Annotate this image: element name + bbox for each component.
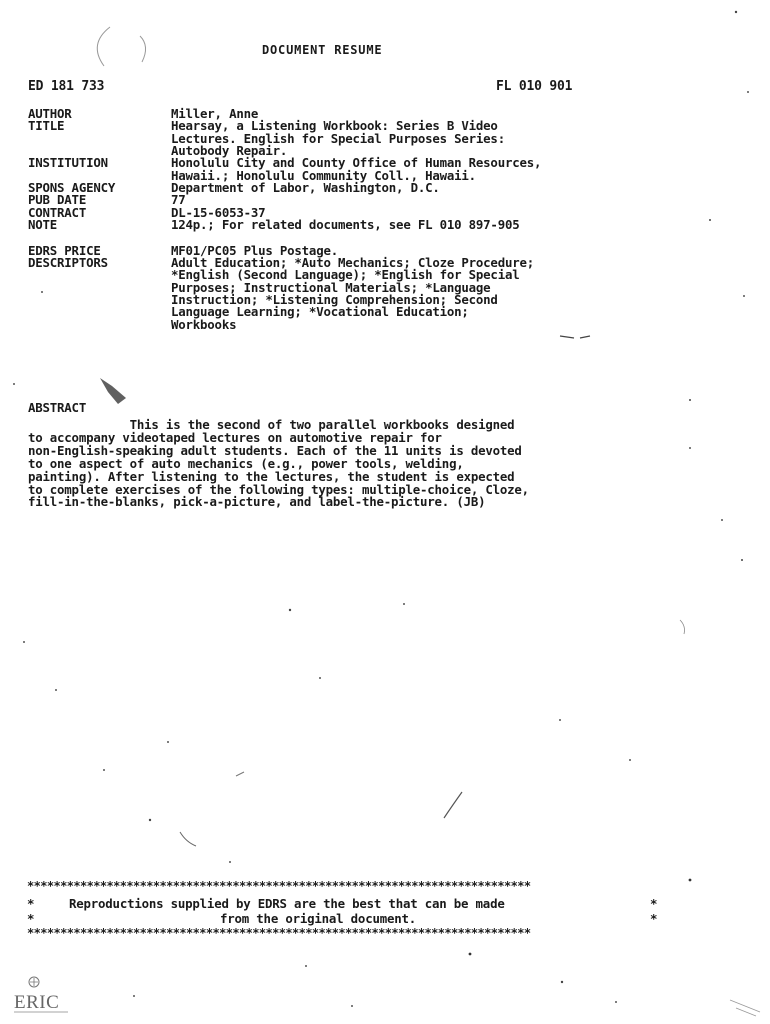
field-label-author: AUTHOR: [28, 106, 72, 121]
field-value-descriptors-line: Instruction; *Listening Comprehension; Second: [171, 291, 498, 307]
star-left-2: *: [27, 911, 35, 926]
fl-number: FL 010 901: [496, 79, 573, 94]
star-right-2: *: [650, 911, 658, 926]
abstract-label: ABSTRACT: [28, 400, 87, 415]
field-value-title-line: Autobody Repair.: [171, 143, 288, 159]
field-value-descriptors-line: Purposes; Instructional Materials; *Language: [171, 279, 491, 295]
field-label-spons-agency: SPONS AGENCY: [28, 180, 116, 196]
field-label-title: TITLE: [28, 118, 65, 134]
abstract-line: fill-in-the-blanks, pick-a-picture, and label-the-picture. (JB): [28, 494, 486, 510]
abstract-line: This is the second of two parallel workbooks designed: [28, 417, 515, 432]
field-value-note-line: 124p.; For related documents, see FL 010 897-905: [171, 217, 520, 233]
field-value-author-line: Miller, Anne: [171, 106, 259, 121]
field-value-descriptors-line: *English (Second Language); *English for Special: [171, 267, 520, 283]
abstract-line: to accompany videotaped lectures on automotive repair for: [28, 429, 442, 445]
field-label-pub-date: PUB DATE: [28, 192, 87, 208]
abstract-line: painting). After listening to the lectures, the student is expected: [28, 468, 515, 484]
field-value-descriptors-line: Workbooks: [171, 316, 237, 332]
reproduction-notice-line2: from the original document.: [220, 911, 417, 926]
star-border-top: ****************************************************************************: [27, 880, 531, 893]
field-label-institution: INSTITUTION: [28, 155, 108, 171]
field-label-contract: CONTRACT: [28, 204, 87, 220]
star-left-1: *: [27, 896, 35, 911]
star-right-1: *: [650, 896, 658, 911]
abstract-line: non-English-speaking adult students. Each of the 11 units is devoted: [28, 442, 522, 458]
field-label-descriptors: DESCRIPTORS: [28, 254, 108, 270]
field-label-edrs-price: EDRS PRICE: [28, 242, 101, 258]
field-value-descriptors-line: Adult Education; *Auto Mechanics; Cloze Procedure;: [171, 254, 534, 270]
field-value-contract-line: DL-15-6053-37: [171, 204, 266, 220]
ed-number: ED 181 733: [28, 79, 105, 94]
eric-logo-text: ERIC: [14, 992, 60, 1013]
field-value-descriptors-line: Language Learning; *Vocational Education;: [171, 304, 469, 320]
field-value-spons-agency-line: Department of Labor, Washington, D.C.: [171, 180, 440, 196]
document-title: DOCUMENT RESUME: [262, 43, 383, 57]
field-value-institution-line: Hawaii.; Honolulu Community Coll., Hawaii.: [171, 167, 476, 183]
field-value-pub-date-line: 77: [171, 192, 186, 208]
field-value-institution-line: Honolulu City and County Office of Human Resources,: [171, 155, 542, 171]
abstract-line: to one aspect of auto mechanics (e.g., power tools, welding,: [28, 455, 464, 471]
field-value-title-line: Hearsay, a Listening Workbook: Series B Video: [171, 118, 498, 134]
reproduction-notice-line1: Reproductions supplied by EDRS are the best that can be made: [69, 896, 505, 911]
field-label-note: NOTE: [28, 217, 58, 233]
abstract-line: to complete exercises of the following types: multiple-choice, Cloze,: [28, 481, 529, 497]
star-border-bottom: ****************************************************************************: [27, 927, 531, 940]
field-value-edrs-price-line: MF01/PC05 Plus Postage.: [171, 242, 338, 258]
field-value-title-line: Lectures. English for Special Purposes Series:: [171, 130, 505, 146]
